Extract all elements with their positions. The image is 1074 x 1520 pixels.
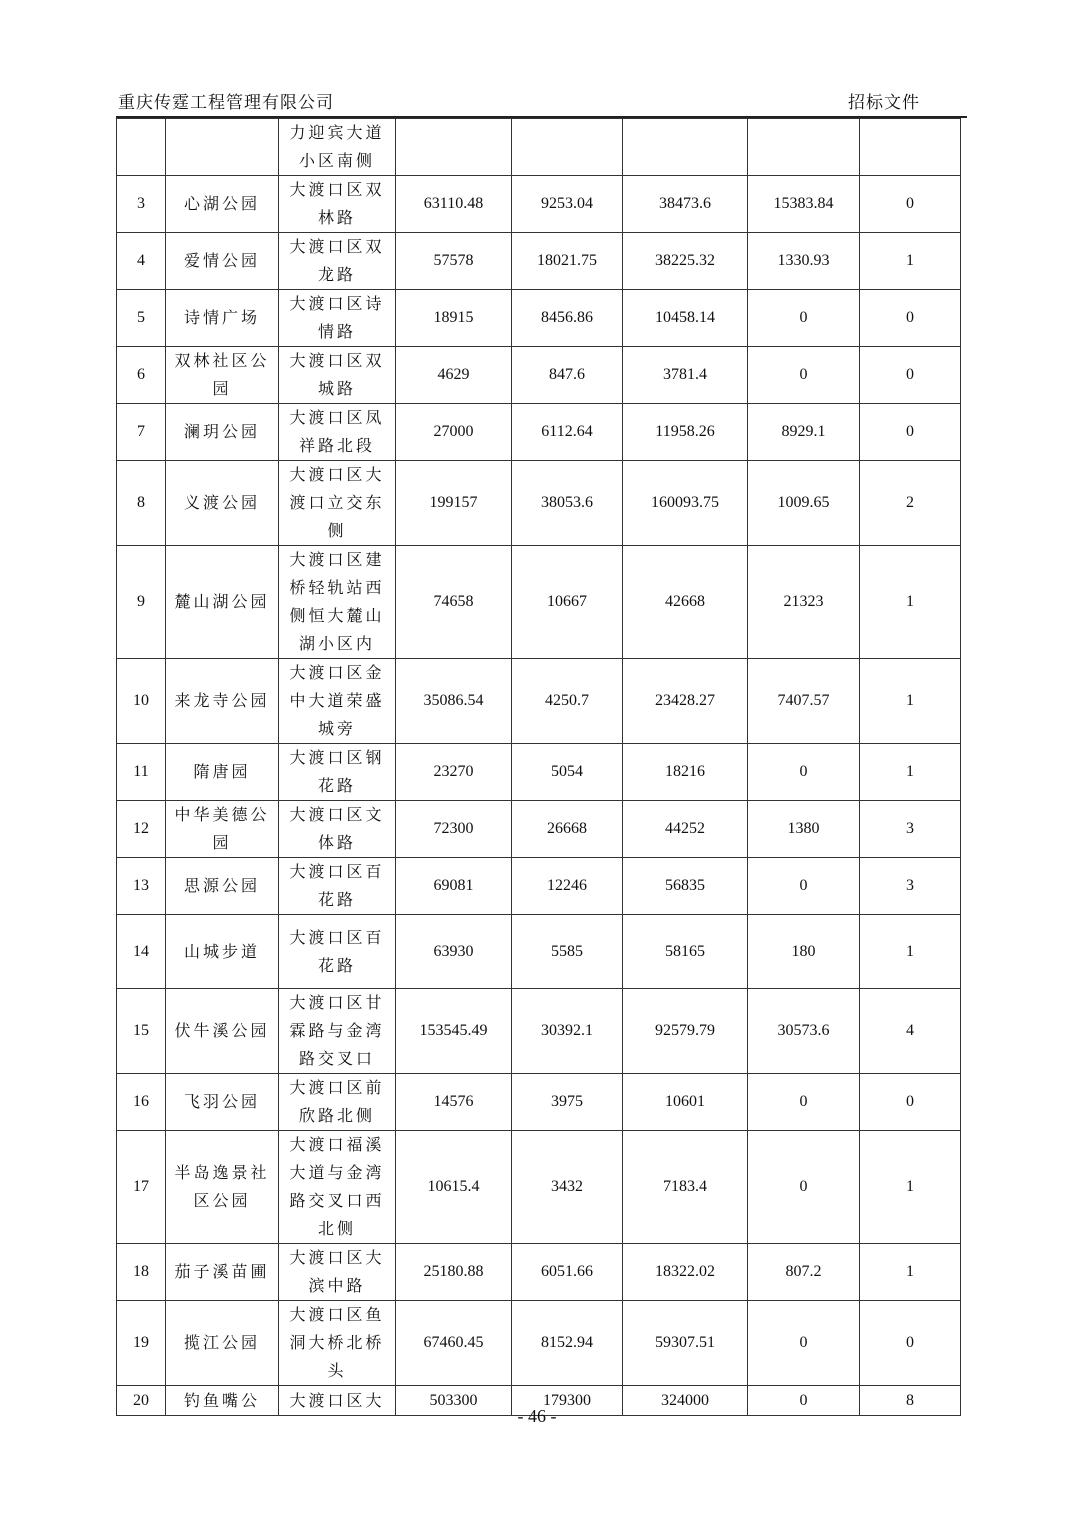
table-row <box>117 546 961 659</box>
cell-park-name <box>166 801 279 858</box>
table-row <box>117 659 961 744</box>
cell-location <box>279 176 396 233</box>
cell-location-text: 大渡口区文体路 <box>289 805 385 852</box>
cell-park-name-text: 来龙寺公园 <box>174 691 270 710</box>
cell-location-text: 大渡口区双城路 <box>289 351 385 398</box>
cell-value-3: 3781.4 <box>623 347 748 404</box>
table-row <box>117 347 961 404</box>
cell-index: 3 <box>117 176 166 233</box>
cell-park-name-text: 双林社区公园 <box>174 351 270 398</box>
cell-park-name-text: 麓山湖公园 <box>174 592 270 611</box>
cell-park-name-text: 钓鱼嘴公 <box>183 1390 260 1410</box>
cell-value-3 <box>623 119 748 176</box>
cell-value-3: 7183.4 <box>623 1131 748 1244</box>
cell-location <box>279 744 396 801</box>
cell-value-5: 1 <box>860 915 961 989</box>
cell-index: 18 <box>117 1244 166 1301</box>
cell-park-name <box>166 347 279 404</box>
cell-location <box>279 915 396 989</box>
cell-index: 7 <box>117 404 166 461</box>
cell-value-3: 23428.27 <box>623 659 748 744</box>
cell-value-3: 58165 <box>623 915 748 989</box>
cell-value-3: 11958.26 <box>623 404 748 461</box>
cell-park-name <box>166 546 279 659</box>
cell-location-text: 大渡口区大滨中路 <box>289 1248 385 1295</box>
cell-park-name <box>166 1301 279 1386</box>
cell-value-2: 30392.1 <box>512 989 623 1074</box>
cell-value-2: 847.6 <box>512 347 623 404</box>
table-row <box>117 461 961 546</box>
cell-value-4: 0 <box>748 744 860 801</box>
cell-value-4: 1009.65 <box>748 461 860 546</box>
cell-location <box>279 659 396 744</box>
cell-location <box>279 801 396 858</box>
cell-value-3: 18216 <box>623 744 748 801</box>
cell-value-2: 179300 <box>512 1386 623 1416</box>
cell-value-1: 72300 <box>396 801 512 858</box>
cell-value-3: 92579.79 <box>623 989 748 1074</box>
cell-value-1: 63930 <box>396 915 512 989</box>
cell-location <box>279 461 396 546</box>
table-row <box>117 989 961 1074</box>
cell-value-5: 0 <box>860 404 961 461</box>
cell-value-3: 18322.02 <box>623 1244 748 1301</box>
cell-location-text: 大渡口区大渡口立交东侧 <box>289 465 385 540</box>
cell-index: 17 <box>117 1131 166 1244</box>
table-row <box>117 744 961 801</box>
cell-value-1 <box>396 119 512 176</box>
cell-park-name <box>166 915 279 989</box>
cell-value-2: 9253.04 <box>512 176 623 233</box>
cell-value-5 <box>860 119 961 176</box>
cell-value-1: 503300 <box>396 1386 512 1416</box>
cell-location-text: 大渡口区百花路 <box>289 862 385 909</box>
cell-location-text: 大渡口福溪大道与金湾路交叉口西北侧 <box>289 1135 385 1238</box>
cell-value-3: 324000 <box>623 1386 748 1416</box>
cell-index: 13 <box>117 858 166 915</box>
cell-value-1: 153545.49 <box>396 989 512 1074</box>
cell-park-name-text: 诗情广场 <box>183 308 260 327</box>
cell-value-4 <box>748 119 860 176</box>
cell-value-4: 0 <box>748 1386 860 1416</box>
cell-index: 12 <box>117 801 166 858</box>
cell-park-name-text: 隋唐园 <box>193 762 251 781</box>
cell-value-5: 0 <box>860 347 961 404</box>
cell-value-2: 6051.66 <box>512 1244 623 1301</box>
cell-value-2: 5585 <box>512 915 623 989</box>
cell-value-3: 10601 <box>623 1074 748 1131</box>
cell-value-1: 67460.45 <box>396 1301 512 1386</box>
cell-value-1: 69081 <box>396 858 512 915</box>
cell-park-name <box>166 659 279 744</box>
cell-value-1: 74658 <box>396 546 512 659</box>
cell-value-4: 0 <box>748 290 860 347</box>
cell-location <box>279 290 396 347</box>
cell-value-2: 26668 <box>512 801 623 858</box>
cell-value-5: 1 <box>860 1131 961 1244</box>
cell-location <box>279 404 396 461</box>
cell-value-1: 27000 <box>396 404 512 461</box>
cell-value-4: 0 <box>748 1074 860 1131</box>
cell-value-4: 8929.1 <box>748 404 860 461</box>
cell-value-3: 42668 <box>623 546 748 659</box>
cell-location <box>279 546 396 659</box>
cell-location-text: 大渡口区金中大道荣盛城旁 <box>289 663 385 738</box>
cell-value-5: 1 <box>860 1244 961 1301</box>
cell-index: 15 <box>117 989 166 1074</box>
cell-value-4: 1380 <box>748 801 860 858</box>
cell-value-2: 4250.7 <box>512 659 623 744</box>
cell-park-name-text: 伏牛溪公园 <box>174 1021 270 1040</box>
cell-park-name <box>166 989 279 1074</box>
table-row <box>117 176 961 233</box>
table-row <box>117 858 961 915</box>
cell-value-2: 12246 <box>512 858 623 915</box>
cell-location <box>279 1244 396 1301</box>
table-row <box>117 290 961 347</box>
cell-location <box>279 1301 396 1386</box>
cell-value-4: 807.2 <box>748 1244 860 1301</box>
cell-value-3: 56835 <box>623 858 748 915</box>
cell-location-text: 大渡口区百花路 <box>289 927 385 975</box>
cell-value-3: 38473.6 <box>623 176 748 233</box>
cell-value-4: 30573.6 <box>748 989 860 1074</box>
cell-location <box>279 233 396 290</box>
cell-park-name-text: 揽江公园 <box>183 1333 260 1352</box>
cell-location-text: 大渡口区鱼洞大桥北桥头 <box>289 1305 385 1380</box>
cell-value-1: 4629 <box>396 347 512 404</box>
cell-location-text: 大渡口区前欣路北侧 <box>289 1078 385 1125</box>
cell-park-name-text: 山城步道 <box>183 941 260 961</box>
cell-park-name-text: 思源公园 <box>183 876 260 895</box>
cell-value-5: 1 <box>860 546 961 659</box>
cell-value-3: 38225.32 <box>623 233 748 290</box>
cell-value-3: 59307.51 <box>623 1301 748 1386</box>
table-row <box>117 915 961 989</box>
cell-value-3: 10458.14 <box>623 290 748 347</box>
cell-location <box>279 858 396 915</box>
table-row <box>117 801 961 858</box>
cell-value-1: 18915 <box>396 290 512 347</box>
cell-value-2: 8456.86 <box>512 290 623 347</box>
park-table-body <box>117 119 961 1416</box>
cell-value-5: 3 <box>860 801 961 858</box>
cell-value-2: 38053.6 <box>512 461 623 546</box>
header-company: 重庆传霆工程管理有限公司 <box>118 93 334 113</box>
cell-value-2: 6112.64 <box>512 404 623 461</box>
cell-value-4: 0 <box>748 1131 860 1244</box>
cell-index: 11 <box>117 744 166 801</box>
cell-park-name-text: 心湖公园 <box>183 194 260 213</box>
cell-value-5: 1 <box>860 659 961 744</box>
cell-park-name <box>166 176 279 233</box>
cell-park-name <box>166 233 279 290</box>
cell-park-name-text: 茄子溪苗圃 <box>174 1262 270 1281</box>
cell-index: 19 <box>117 1301 166 1386</box>
cell-value-5: 1 <box>860 233 961 290</box>
cell-value-1: 35086.54 <box>396 659 512 744</box>
cell-park-name <box>166 1074 279 1131</box>
cell-index: 9 <box>117 546 166 659</box>
cell-park-name <box>166 1131 279 1244</box>
cell-park-name-text: 义渡公园 <box>183 493 260 512</box>
cell-location-text: 大渡口区双林路 <box>289 180 385 227</box>
cell-value-5: 0 <box>860 1074 961 1131</box>
cell-value-4: 0 <box>748 1301 860 1386</box>
cell-park-name <box>166 858 279 915</box>
cell-park-name-text: 半岛逸景社区公园 <box>174 1163 270 1210</box>
cell-value-4: 21323 <box>748 546 860 659</box>
cell-value-1: 25180.88 <box>396 1244 512 1301</box>
cell-park-name <box>166 290 279 347</box>
cell-park-name-text: 中华美德公园 <box>174 805 270 852</box>
cell-index: 16 <box>117 1074 166 1131</box>
cell-park-name <box>166 461 279 546</box>
cell-value-4: 7407.57 <box>748 659 860 744</box>
cell-location-text: 大渡口区大 <box>289 1390 385 1410</box>
cell-index: 6 <box>117 347 166 404</box>
cell-location-text: 大渡口区诗情路 <box>289 294 385 341</box>
cell-park-name <box>166 1244 279 1301</box>
cell-value-3: 44252 <box>623 801 748 858</box>
cell-value-4: 0 <box>748 347 860 404</box>
cell-index: 5 <box>117 290 166 347</box>
cell-index <box>117 119 166 176</box>
cell-value-2: 3432 <box>512 1131 623 1244</box>
cell-value-5: 1 <box>860 744 961 801</box>
table-row <box>117 119 961 176</box>
cell-index: 14 <box>117 915 166 989</box>
table-row <box>117 233 961 290</box>
cell-value-2: 18021.75 <box>512 233 623 290</box>
table-row <box>117 1244 961 1301</box>
cell-park-name-text: 飞羽公园 <box>183 1092 260 1111</box>
cell-index: 8 <box>117 461 166 546</box>
cell-value-4: 0 <box>748 858 860 915</box>
table-row <box>117 404 961 461</box>
cell-value-5: 0 <box>860 176 961 233</box>
cell-location <box>279 989 396 1074</box>
cell-park-name-text: 澜玥公园 <box>183 422 260 441</box>
cell-value-2: 3975 <box>512 1074 623 1131</box>
cell-value-2: 5054 <box>512 744 623 801</box>
cell-location-text: 大渡口区建桥轻轨站西侧恒大麓山湖小区内 <box>289 550 385 653</box>
cell-value-2: 10667 <box>512 546 623 659</box>
cell-value-1: 57578 <box>396 233 512 290</box>
cell-location <box>279 347 396 404</box>
cell-value-4: 180 <box>748 915 860 989</box>
cell-value-2 <box>512 119 623 176</box>
cell-park-name <box>166 404 279 461</box>
header-doc-type: 招标文件 <box>848 93 920 113</box>
cell-value-5: 8 <box>860 1386 961 1416</box>
cell-index: 20 <box>117 1386 166 1416</box>
cell-value-5: 2 <box>860 461 961 546</box>
cell-index: 4 <box>117 233 166 290</box>
cell-index: 10 <box>117 659 166 744</box>
cell-value-5: 0 <box>860 1301 961 1386</box>
cell-value-1: 14576 <box>396 1074 512 1131</box>
cell-park-name <box>166 744 279 801</box>
cell-value-1: 10615.4 <box>396 1131 512 1244</box>
cell-park-name-text: 爱情公园 <box>183 251 260 270</box>
cell-location <box>279 1131 396 1244</box>
cell-park-name <box>166 119 279 176</box>
cell-value-1: 63110.48 <box>396 176 512 233</box>
cell-value-5: 3 <box>860 858 961 915</box>
table-row <box>117 1131 961 1244</box>
table-row <box>117 1301 961 1386</box>
cell-location-text: 大渡口区钢花路 <box>289 748 385 795</box>
park-table <box>116 118 961 1416</box>
cell-location-text: 大渡口区凤祥路北段 <box>289 408 385 455</box>
cell-value-5: 0 <box>860 290 961 347</box>
cell-value-1: 199157 <box>396 461 512 546</box>
table-row <box>117 1074 961 1131</box>
cell-value-5: 4 <box>860 989 961 1074</box>
cell-location-text: 力迎宾大道小区南侧 <box>289 123 385 170</box>
cell-value-3: 160093.75 <box>623 461 748 546</box>
cell-location <box>279 119 396 176</box>
cell-value-2: 8152.94 <box>512 1301 623 1386</box>
cell-value-4: 1330.93 <box>748 233 860 290</box>
cell-location-text: 大渡口区甘霖路与金湾路交叉口 <box>289 993 385 1068</box>
cell-location <box>279 1074 396 1131</box>
cell-value-4: 15383.84 <box>748 176 860 233</box>
cell-location-text: 大渡口区双龙路 <box>289 237 385 284</box>
cell-value-1: 23270 <box>396 744 512 801</box>
page-number: - 46 - <box>517 1406 557 1426</box>
